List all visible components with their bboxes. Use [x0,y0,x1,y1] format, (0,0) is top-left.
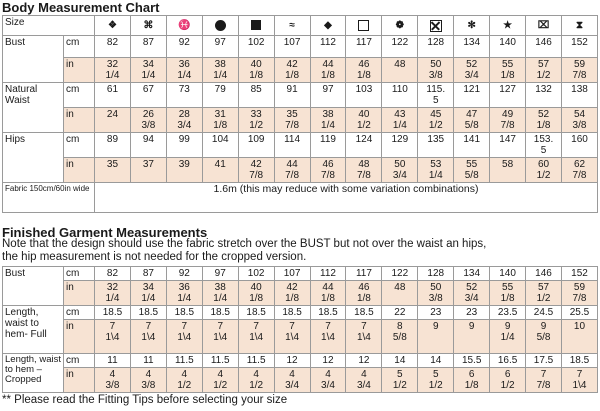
measurement-cell: 4 1/2 [238,368,274,393]
measurement-cell: 22 [382,306,418,320]
measurement-cell: 97 [310,83,346,108]
unit-label: cm [64,354,95,368]
size-column-header [95,16,131,36]
measurement-cell: 115. 5 [418,83,454,108]
command-icon: ⌘ [143,20,154,31]
measurement-cell: 42 7/8 [238,158,274,183]
size-column-header [418,16,454,36]
measurement-cell: 16.5 [490,354,526,368]
measurement-cell: 103 [346,83,382,108]
measurement-cell: 40 1/8 [238,58,274,83]
measurement-cell: 7 1\4 [561,368,597,393]
measurement-cell: 24.5 [526,306,562,320]
measurement-cell: 9 1/4 [490,320,526,354]
measurement-cell: 87 [130,36,166,58]
measurement-cell: 25.5 [561,306,597,320]
measurement-cell: 38 1/4 [310,108,346,133]
measurement-cell: 12 [346,354,382,368]
unit-label: in [64,58,95,83]
size-column-header [274,16,310,36]
fabric-requirement: 1.6m (this may reduce with some variation combinations) [95,183,598,213]
finished-note-line2: the hip measurement is not needed for the cropped version. [2,251,307,263]
measurement-cell: 57 1/2 [526,281,562,306]
measurement-cell: 89 [95,133,131,158]
measurement-cell: 34 1/4 [130,58,166,83]
measurement-cell: 112 [310,36,346,58]
measurement-cell: 14 [382,354,418,368]
measurement-cell: 38 1/4 [202,58,238,83]
measurement-cell: 46 1/8 [346,58,382,83]
measurement-cell: 59 7/8 [562,58,598,83]
measurement-label: Bust [3,36,64,83]
measurement-cell: 58 [490,158,526,183]
measurement-cell: 36 1/4 [166,281,202,306]
unit-label: in [64,368,95,393]
unit-label: cm [64,36,95,58]
measurement-cell: 39 [166,158,202,183]
measurement-cell: 4 1/2 [166,368,202,393]
measurement-cell: 7 7/8 [526,368,562,393]
measurement-cell: 55 1/8 [490,281,526,306]
measurement-cell: 43 1/4 [382,108,418,133]
measurement-cell: 79 [202,83,238,108]
measurement-cell: 48 [382,281,418,306]
measurement-cell: 4 1/2 [202,368,238,393]
measurement-cell: 92 [166,267,202,281]
measurement-cell: 8 5/8 [382,320,418,354]
measurement-cell: 73 [166,83,202,108]
measurement-cell: 28 3/4 [166,108,202,133]
measurement-cell: 152 [562,36,598,58]
measurement-cell: 10 [561,320,597,354]
measurement-cell: 11 [95,354,131,368]
measurement-cell: 146 [526,36,562,58]
measurement-cell: 11.5 [166,354,202,368]
measurement-cell: 153. 5 [526,133,562,158]
measurement-cell: 138 [562,83,598,108]
measurement-cell: 33 1/2 [238,108,274,133]
measurement-cell: 53 1/4 [418,158,454,183]
measurement-cell: 112 [310,267,346,281]
pisces-icon: ♓ [178,20,191,31]
measurement-cell: 31 1/8 [202,108,238,133]
size-column-header [382,16,418,36]
measurement-cell: 55 5/8 [454,158,490,183]
measurement-cell: 45 1/2 [418,108,454,133]
measurement-cell: 6 1/8 [454,368,490,393]
measurement-cell: 7 1\4 [346,320,382,354]
measurement-cell: 141 [454,133,490,158]
size-column-header [526,16,562,36]
size-column-header [310,16,346,36]
measurement-cell: 134 [454,36,490,58]
measurement-cell: 7 1\4 [202,320,238,354]
measurement-cell: 114 [274,133,310,158]
size-column-header [346,16,382,36]
measurement-cell: 7 1\4 [274,320,310,354]
size-column-header [202,16,238,36]
body-chart-title: Body Measurement Chart [2,0,160,15]
measurement-cell: 4 3/4 [346,368,382,393]
measurement-cell: 5 1/2 [382,368,418,393]
measurement-cell: 36 1/4 [166,58,202,83]
measurement-cell: 146 [526,267,562,281]
measurement-cell: 49 7/8 [490,108,526,133]
four-diamond-icon: ❖ [107,20,117,31]
unit-label: in [64,158,95,183]
measurement-cell: 9 [454,320,490,354]
measurement-cell: 4 3/8 [95,368,131,393]
size-column-header [130,16,166,36]
measurement-cell: 107 [274,36,310,58]
measurement-cell: 12 [274,354,310,368]
measurement-cell: 128 [418,267,454,281]
measurement-cell: 26 3/8 [130,108,166,133]
measurement-cell: 18.5 [561,354,597,368]
measurement-cell: 23 [454,306,490,320]
measurement-cell: 54 3/8 [562,108,598,133]
measurement-cell: 18.5 [95,306,131,320]
unit-label: in [64,281,95,306]
measurement-cell: 52 3/4 [454,58,490,83]
measurement-cell: 94 [130,133,166,158]
cog-flower-icon: ❁ [395,20,405,31]
unit-label: cm [64,133,95,158]
measurement-cell: 48 [382,58,418,83]
hourglass-square-icon: ⌧ [537,20,550,31]
measurement-cell: 122 [382,36,418,58]
size-column-header [454,16,490,36]
measurement-cell: 14 [418,354,454,368]
measurement-cell: 132 [526,83,562,108]
measurement-cell: 147 [490,133,526,158]
measurement-cell: 18.5 [274,306,310,320]
measurement-cell: 110 [382,83,418,108]
measurement-cell: 46 1/8 [346,281,382,306]
measurement-cell: 4 3/8 [130,368,166,393]
measurement-cell: 7 1\4 [238,320,274,354]
measurement-label: Length, waist to hem- Full [3,306,64,354]
measurement-cell: 9 [418,320,454,354]
measurement-cell: 59 7/8 [561,281,597,306]
measurement-cell: 82 [95,36,131,58]
measurement-cell: 37 [130,158,166,183]
boxed-x-icon [430,20,442,32]
measurement-cell: 46 7/8 [310,158,346,183]
measurement-cell: 44 7/8 [274,158,310,183]
measurement-cell: 50 3/8 [418,281,454,306]
measurement-cell: 135 [418,133,454,158]
unit-label: cm [64,83,95,108]
measurement-cell: 117 [346,36,382,58]
hourglass-icon: ⧗ [575,20,584,31]
measurement-cell: 40 1/8 [238,281,274,306]
measurement-label: Length, waist to hem – Cropped [3,354,64,393]
outlined-square-icon [358,20,369,31]
measurement-cell: 42 1/8 [274,58,310,83]
measurement-cell: 4 3/4 [310,368,346,393]
measurement-cell: 52 3/4 [454,281,490,306]
measurement-cell: 44 1/8 [310,58,346,83]
measurement-cell: 17.5 [526,354,562,368]
measurement-cell: 7 1\4 [130,320,166,354]
measurement-cell: 50 3/4 [382,158,418,183]
measurement-cell: 109 [238,133,274,158]
measurement-cell: 97 [202,267,238,281]
measurement-cell: 6 1/2 [490,368,526,393]
measurement-cell: 18.5 [310,306,346,320]
measurement-cell: 32 1/4 [95,281,131,306]
measurement-cell: 140 [490,36,526,58]
measurement-cell: 41 [202,158,238,183]
measurement-cell: 85 [238,83,274,108]
measurement-cell: 122 [382,267,418,281]
measurement-cell: 7 1\4 [95,320,131,354]
measurement-cell: 87 [130,267,166,281]
size-column-header [490,16,526,36]
measurement-cell: 48 7/8 [346,158,382,183]
finished-garment-table [2,266,598,393]
measurement-cell: 107 [274,267,310,281]
measurement-cell: 52 1/8 [526,108,562,133]
measurement-cell: 44 1/8 [310,281,346,306]
measurement-cell: 18.5 [346,306,382,320]
measurement-cell: 117 [346,267,382,281]
measurement-cell: 11.5 [238,354,274,368]
measurement-cell: 5 1/2 [418,368,454,393]
finished-chart-title: Finished Garment Measurements [2,225,208,240]
measurement-cell: 18.5 [238,306,274,320]
measurement-cell: 91 [274,83,310,108]
measurement-cell: 34 1/4 [130,281,166,306]
measurement-cell: 129 [382,133,418,158]
filled-square-icon [251,20,261,30]
measurement-cell: 127 [490,83,526,108]
measurement-label: Bust [3,267,64,306]
measurement-cell: 47 5/8 [454,108,490,133]
measurement-cell: 12 [310,354,346,368]
measurement-cell: 4 3/4 [274,368,310,393]
measurement-cell: 102 [238,267,274,281]
measurement-cell: 42 1/8 [274,281,310,306]
unit-label: cm [64,306,95,320]
measurement-label: Hips [3,133,64,183]
size-column-header [238,16,274,36]
measurement-cell: 23 [418,306,454,320]
measurement-cell: 62 7/8 [562,158,598,183]
filled-diamond-icon: ◆ [324,20,332,31]
filled-circle-icon [215,20,226,31]
measurement-cell: 99 [166,133,202,158]
measurement-cell: 35 [95,158,131,183]
fabric-label: Fabric 150cm/60in wide [3,183,95,213]
measurement-cell: 9 5/8 [526,320,562,354]
measurement-cell: 92 [166,36,202,58]
measurement-cell: 18.5 [130,306,166,320]
measurement-cell: 104 [202,133,238,158]
measurement-cell: 7 1\4 [166,320,202,354]
measurement-cell: 40 1/2 [346,108,382,133]
measurement-cell: 152 [561,267,597,281]
measurement-cell: 24 [95,108,131,133]
measurement-cell: 38 1/4 [202,281,238,306]
measurement-cell: 11.5 [202,354,238,368]
unit-label: in [64,320,95,354]
unit-label: cm [64,267,95,281]
measurement-cell: 50 3/8 [418,58,454,83]
star-icon: ★ [503,20,513,31]
body-measurement-table [2,15,598,213]
measurement-cell: 57 1/2 [526,58,562,83]
measurement-cell: 128 [418,36,454,58]
measurement-cell: 61 [95,83,131,108]
measurement-cell: 82 [95,267,131,281]
measurement-cell: 134 [454,267,490,281]
measurement-cell: 55 1/8 [490,58,526,83]
measurement-cell: 119 [310,133,346,158]
measurement-cell: 15.5 [454,354,490,368]
measurement-cell: 124 [346,133,382,158]
measurement-cell: 32 1/4 [95,58,131,83]
finished-note-line1: Note that the design should use the fabric stretch over the BUST but not over the waist an hips, [2,238,487,250]
asterisk-icon: ✻ [467,20,476,31]
measurement-cell: 23.5 [490,306,526,320]
measurement-cell: 97 [202,36,238,58]
measurement-cell: 35 7/8 [274,108,310,133]
size-header-label: Size [3,16,95,36]
measurement-cell: 67 [130,83,166,108]
unit-label: in [64,108,95,133]
measurement-cell: 7 1\4 [310,320,346,354]
size-column-header [166,16,202,36]
measurement-cell: 121 [454,83,490,108]
measurement-cell: 140 [490,267,526,281]
fitting-tips-note: ** Please read the Fitting Tips before selecting your size [2,394,288,406]
measurement-cell: 60 1/2 [526,158,562,183]
measurement-cell: 11 [130,354,166,368]
wavy-lines-icon: ≈ [289,20,295,31]
measurement-cell: 18.5 [166,306,202,320]
measurement-cell: 160 [562,133,598,158]
measurement-cell: 102 [238,36,274,58]
measurement-cell: 18.5 [202,306,238,320]
size-column-header [562,16,598,36]
measurement-label: Natural Waist [3,83,64,133]
